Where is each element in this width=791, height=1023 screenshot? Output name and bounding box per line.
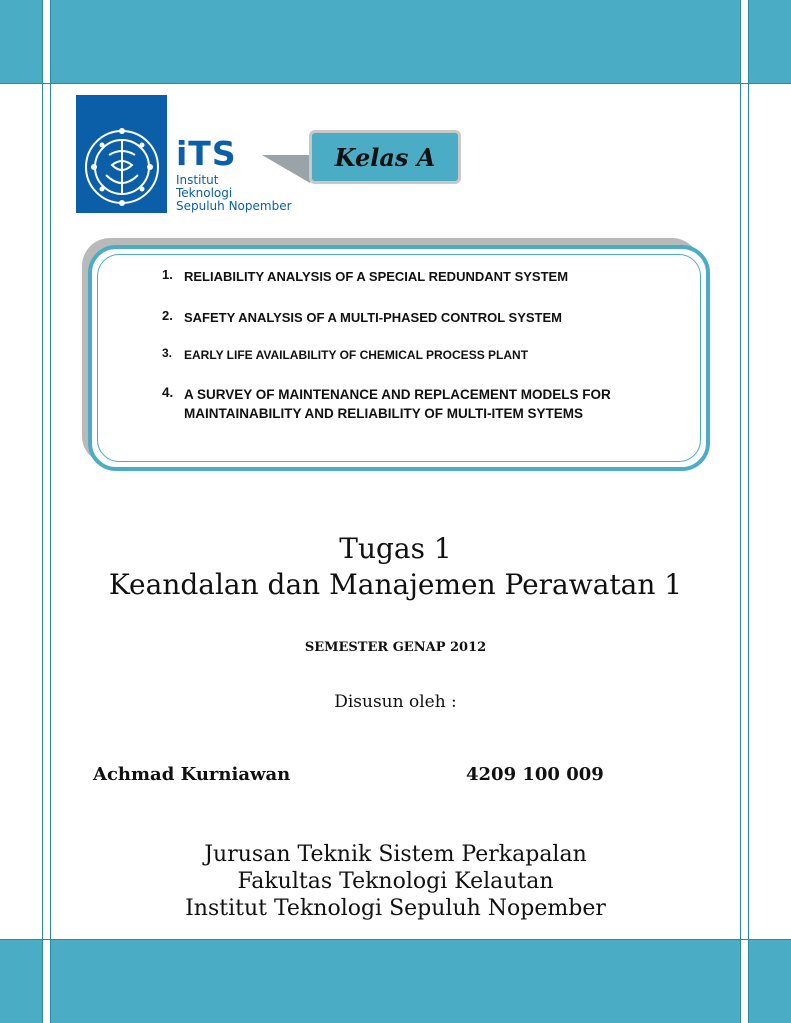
its-wordmark: iTS: [176, 134, 237, 173]
prepared-by-label: Disusun oleh :: [334, 692, 457, 712]
topic-text: SAFETY ANALYSIS OF A MULTI-PHASED CONTROL SYSTEM: [184, 310, 562, 325]
frame-line-bottom: [0, 939, 791, 940]
topic-number: 4.: [162, 385, 174, 400]
author-id: 4209 100 009: [466, 764, 604, 785]
department-name: Jurusan Teknik Sistem Perkapalan: [204, 842, 587, 867]
topic-item-3: [162, 346, 528, 365]
logo-line-3: Sepuluh Nopember: [176, 199, 292, 213]
topic-number: 1.: [162, 267, 173, 282]
institute-name: Institut Teknologi Sepuluh Nopember: [185, 896, 606, 921]
author-name: Achmad Kurniawan: [93, 764, 291, 785]
class-badge: [309, 130, 461, 184]
logo-line-2: Teknologi: [176, 186, 233, 200]
topic-item-2: [162, 308, 562, 327]
faculty-name: Fakultas Teknologi Kelautan: [237, 869, 554, 894]
top-band-center: [51, 0, 740, 83]
bottom-band-left: [0, 940, 42, 1023]
its-emblem: [76, 95, 167, 213]
topic-item-1: [162, 267, 568, 286]
class-badge-label: Kelas A: [316, 137, 454, 177]
topic-item-4: [162, 385, 682, 423]
bottom-band-right: [749, 940, 791, 1023]
topic-number: 2.: [162, 308, 173, 323]
top-band-left: [0, 0, 42, 83]
topic-number: 3.: [162, 346, 173, 360]
frame-line-top: [0, 83, 791, 84]
semester-label: SEMESTER GENAP 2012: [304, 640, 487, 655]
top-band-right: [749, 0, 791, 83]
course-title: Keandalan dan Manajemen Perawatan 1: [108, 568, 683, 601]
topic-text: EARLY LIFE AVAILABILITY OF CHEMICAL PROCESS PLANT: [184, 348, 529, 362]
topic-text: RELIABILITY ANALYSIS OF A SPECIAL REDUNDANT SYSTEM: [184, 269, 569, 284]
bottom-band-center: [51, 940, 740, 1023]
assignment-title: Tugas 1: [339, 532, 452, 565]
topic-text: A SURVEY OF MAINTENANCE AND REPLACEMENT MODELS FOR MAINTAINABILITY AND RELIABILITY OF MULTI-ITEM SYTEMS: [184, 387, 611, 421]
logo-line-1: Institut: [176, 173, 219, 187]
its-seal-icon: [76, 95, 167, 213]
